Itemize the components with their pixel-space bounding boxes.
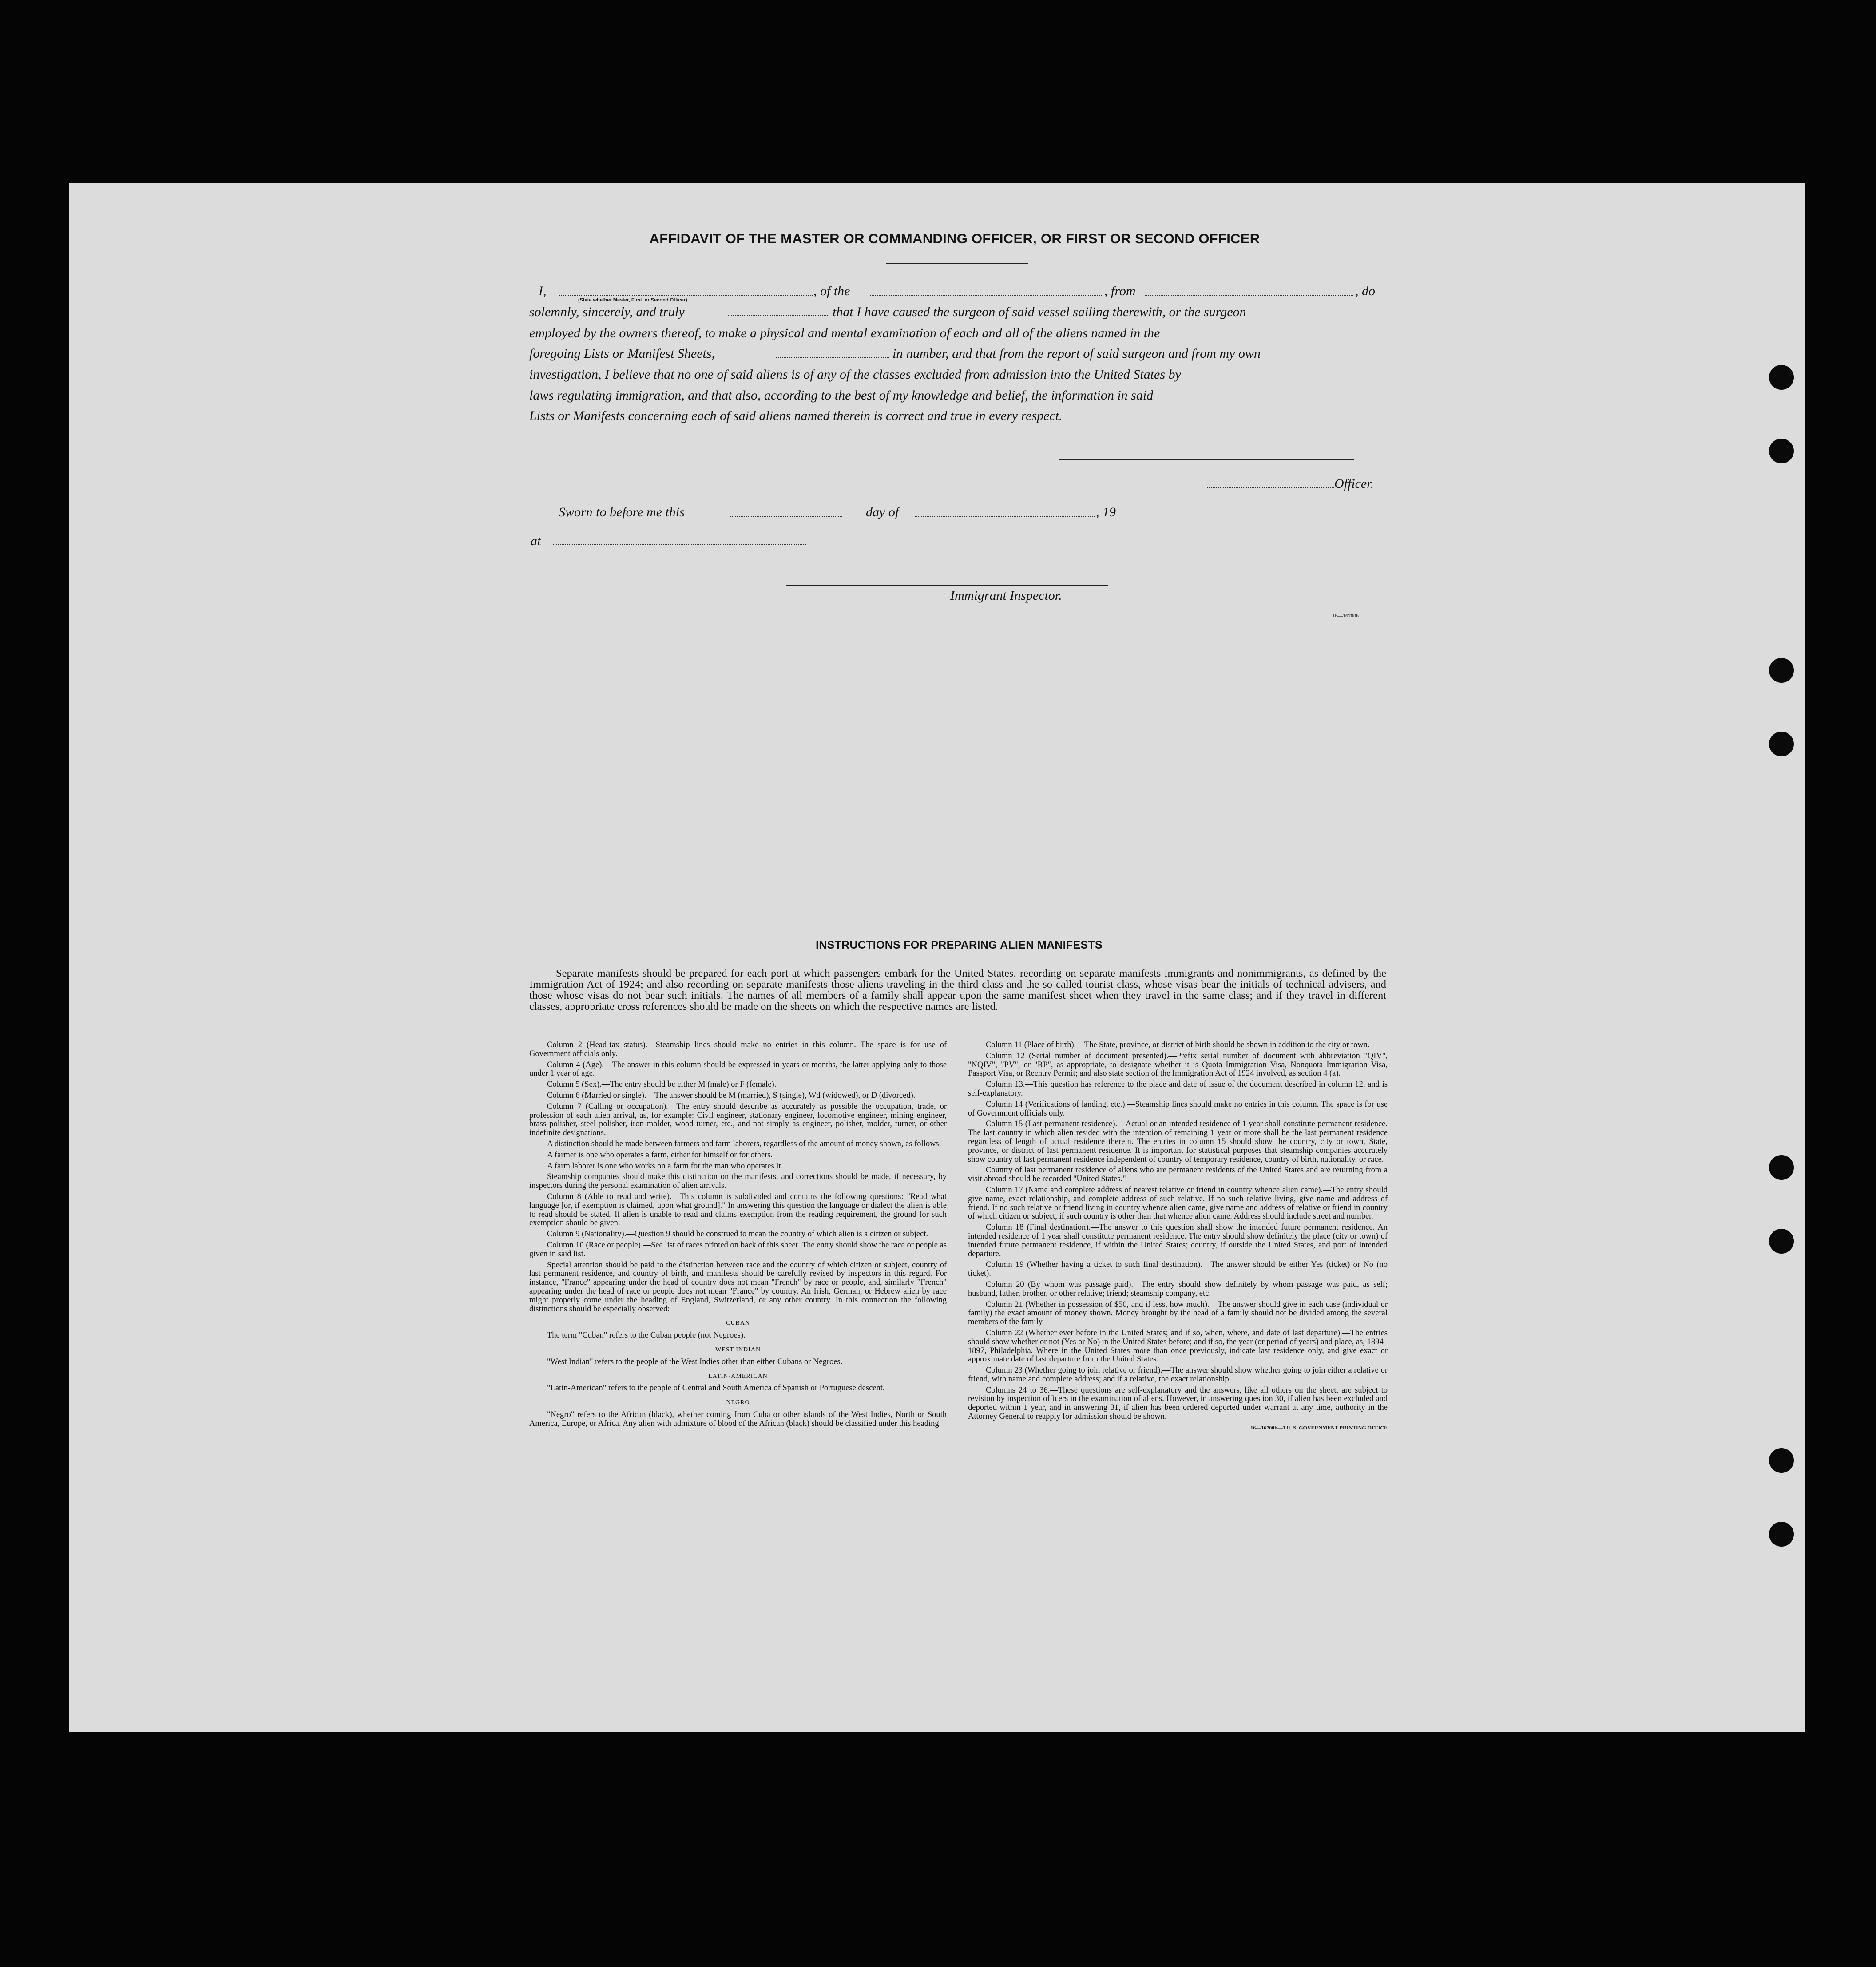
sworn-month-blank <box>915 516 1095 517</box>
affidavit-line-4b: in number, and that from the report of said surgeon and from my own <box>892 346 1261 361</box>
negro-heading: NEGRO <box>726 1399 750 1406</box>
instruction-paragraph: Columns 24 to 36.—These questions are self-explanatory and the answers, like all others on the sheet, are subject to revision by inspection officers in the examination of aliens. However, in answering question 30, if alien has been excluded and deported within 1 year, and in answering 31, if alien has been ordered deported under warrant at any time, authority in the Attorney General to reapply for admission should be shown. <box>968 1385 1388 1421</box>
instruction-paragraph: Column 21 (Whether in possession of $50, and if less, how much).—The answer should give in each case (individual or family) the exact amount of money shown. Money brought by the head of a family should not be divided among the several members of the family. <box>968 1300 1388 1327</box>
sheets-blank <box>776 357 889 358</box>
instruction-paragraph: Column 17 (Name and complete address of nearest relative or friend in country whence alien came).—The entry should give name, exact relationship, and complete address of such relative. If no such relative living, give name and address of friend. If no such relative or friend living in country whence alien came, give name and address of relative or friend in country of which citizen or subject, if such country is other than that whence alien came. Address should include street and number. <box>968 1185 1388 1221</box>
instruction-paragraph: A farmer is one who operates a farm, either for himself or for others. <box>547 1150 773 1160</box>
negro-definition: "Negro" refers to the African (black), whether coming from Cuba or other islands of the West Indies, North or South America, Europe, or Africa. Any alien with admixture of blood of the African (black) should be classified under this heading. <box>529 1410 947 1428</box>
at-place-blank <box>551 544 806 545</box>
instruction-paragraph: A farm laborer is one who works on a farm for the man who operates it. <box>547 1161 783 1171</box>
instruction-paragraph: Column 15 (Last permanent residence).—Actual or an intended residence of 1 year shall constitute permanent residence. The last country in which alien resided with the intention of remaining 1 year or more shall be the last permanent residence regardless of length of actual residence therein. The entries in column 15 should show the country, city or town, State, province, or district of last permanent residence. It is important for statistical purposes that steamship companies accurately show country of last permanent residence independent of country of temporary residence, country of birth, nationality, or race. <box>968 1120 1388 1164</box>
punch-hole <box>1769 1448 1794 1473</box>
at-label: at <box>531 534 541 548</box>
punch-hole <box>1769 1229 1794 1254</box>
sworn-label: Sworn to before me this <box>559 505 685 519</box>
instruction-paragraph: Country of last permanent residence of aliens who are permanent residents of the United States and are returning from a visit abroad should be recorded "United States." <box>968 1166 1388 1184</box>
officer-label: Officer. <box>1334 476 1374 491</box>
punch-hole <box>1769 365 1794 390</box>
west-indian-definition: "West Indian" refers to the people of the West Indies other than either Cubans or Negroes. <box>547 1357 843 1366</box>
instruction-paragraph: Column 4 (Age).—The answer in this column should be expressed in years or months, the latter applying only to those under 1 year of age. <box>529 1060 947 1078</box>
instruction-paragraph: Column 7 (Calling or occupation).—The entry should describe as accurately as possible the occupation, trade, or profession of each alien arrival, as, for example: Civil engineer, stationary engineer, locomotive engineer, mining engineer, brass polisher, steel polisher, iron molder, wood turner, etc., and not simply as engineer, polisher, molder, turner, or other indefinite designations. <box>529 1102 947 1138</box>
officer-name-blank <box>559 295 813 296</box>
affidavit-do: , do <box>1355 284 1375 298</box>
affidavit-of-the: , of the <box>813 284 850 298</box>
latin-american-definition: "Latin-American" refers to the people of Central and South America of Spanish or Portuguese descent. <box>547 1384 885 1393</box>
instruction-paragraph: Special attention should be paid to the distinction between race and the country of which citizen or subject, country of last permanent residence, and country of birth, and manifests should be carefully revised by inspectors in this regard. For instance, "France" appearing under the head of country does not mean "French" by race or people, and, similarly "French" appearing under the head of race or people does not mean "France" by country. An Irish, German, or Hebrew alien by race might properly come under the heading of England, Switzerland, or any other country. In this connection the following distinctions should be especially observed: <box>529 1260 947 1314</box>
signature-line <box>1059 459 1354 460</box>
instruction-paragraph: Column 10 (Race or people).—See list of races printed on back of this sheet. The entry should show the race or people as given in said list. <box>529 1240 947 1259</box>
affidavit-line-2a: solemnly, sincerely, and truly <box>529 305 685 319</box>
day-of-label: day of <box>866 505 899 519</box>
affidavit-line-3: employed by the owners thereof, to make a physical and mental examination of each and all of the aliens named in the <box>529 326 1160 340</box>
affidavit-line-6: laws regulating immigration, and that also, according to the best of my knowledge and belief, the information in said <box>529 388 1154 403</box>
year-label: , 19 <box>1096 505 1116 519</box>
swear-blank <box>728 315 828 316</box>
affidavit-i: I, <box>539 284 547 298</box>
cuban-definition: The term "Cuban" refers to the Cuban people (not Negroes). <box>547 1331 746 1340</box>
instructions-title: INSTRUCTIONS FOR PREPARING ALIEN MANIFESTS <box>816 939 1103 951</box>
vessel-blank <box>870 295 1103 296</box>
instruction-paragraph: Column 13.—This question has reference to the place and date of issue of the document described in column 12, and is self-explanatory. <box>968 1080 1388 1098</box>
sworn-day-blank <box>730 516 842 517</box>
latin-american-heading: LATIN-AMERICAN <box>708 1373 768 1380</box>
officer-title-blank <box>1206 487 1334 488</box>
instruction-paragraph: Column 6 (Married or single).—The answer should be M (married), S (single), Wd (widowed), or D (divorced). <box>547 1091 916 1100</box>
punch-hole <box>1769 658 1794 683</box>
west-indian-heading: WEST INDIAN <box>715 1346 761 1353</box>
affidavit-line-5: investigation, I believe that no one of said aliens is of any of the classes excluded from admission into the United States by <box>529 367 1181 382</box>
instruction-paragraph: Column 2 (Head-tax status).—Steamship lines should make no entries in this column. The space is for use of Government officials only. <box>529 1041 947 1058</box>
form-number: 16—16700b <box>1332 613 1359 619</box>
punch-hole <box>1769 732 1794 756</box>
affidavit-line-4a: foregoing Lists or Manifest Sheets, <box>529 346 715 361</box>
instruction-paragraph: Column 22 (Whether ever before in the United States; and if so, when, where, and date of last departure).—The entries should show whether or not (Yes or No) in the United States before; and if so, the year (or period of years) and place, as, 1894–1897, Philadelphia. Where in the United States more than once previously, indicate last residence only, and give exact or approximate date of last departure from the United States. <box>968 1328 1388 1364</box>
instruction-paragraph: Column 19 (Whether having a ticket to such final destination).—The answer should be either Yes (ticket) or No (no ticket). <box>968 1260 1388 1278</box>
instruction-paragraph: Column 11 (Place of birth).—The State, province, or district of birth should be shown in addition to the city or town. <box>986 1041 1370 1049</box>
instruction-paragraph: Column 9 (Nationality).—Question 9 should be construed to mean the country of which alien is a citizen or subject. <box>547 1230 928 1239</box>
printing-office-footer: 16—16700b—1 U. S. GOVERNMENT PRINTING OFFICE <box>1250 1424 1388 1431</box>
cuban-heading: CUBAN <box>726 1320 750 1327</box>
instruction-paragraph: Column 20 (By whom was passage paid).—The entry should show definitely by whom passage was paid, as self; husband, father, brother, or other relative; friend; steamship company, etc. <box>968 1280 1388 1298</box>
instruction-paragraph: A distinction should be made between farmers and farm laborers, regardless of the amount of money shown, as follows: <box>547 1139 941 1148</box>
punch-hole <box>1769 1522 1794 1547</box>
instructions-intro: Separate manifests should be prepared for each port at which passengers embark for the United States, recording on separate manifests immigrants and nonimmigrants, as defined by the Immigration Act of 1924; and also recording on separate manifests those aliens traveling in the third class and the so-called tourist class, whose visas bear the initials of technical advisers, and those whose visas do not bear such initials. The names of all members of a family shall appear upon the same manifest sheet when they travel in the same class; and if they travel in different classes, appropriate cross references should be made on the sheets on which the respective names are listed. <box>529 967 1386 1013</box>
instruction-paragraph: Column 12 (Serial number of document presented).—Prefix serial number of document with abbreviation "QIV", "NQIV", "PV", or "RP", as appropriate, to designate whether it is Quota Immigration Visa, Nonquota Immigration Visa, Passport Visa, or Reentry Permit; and also state section of the Immigration Act of 1924 involved, as section 4 (a). <box>968 1051 1388 1078</box>
inspector-label: Immigrant Inspector. <box>950 588 1062 603</box>
affidavit-title: AFFIDAVIT OF THE MASTER OR COMMANDING OFFICER, OR FIRST OR SECOND OFFICER <box>649 231 1260 246</box>
state-note: (State whether Master, First, or Second Officer) <box>578 297 687 303</box>
instruction-paragraph: Column 18 (Final destination).—The answer to this question shall show the intended future permanent residence. An intended residence of 1 year shall constitute permanent residence. The entry should show definitely the place (city or town) of intended future permanent residence, if within the United States; country, if outside the United States, and port of intended departure. <box>968 1223 1388 1259</box>
affidavit-line-2b: that I have caused the surgeon of said vessel sailing therewith, or the surgeon <box>833 305 1246 319</box>
instruction-paragraph: Column 8 (Able to read and write).—This column is subdivided and contains the following questions: "Read what language [or, if exemption is claimed, upon what ground]." In answering this question the language or dialect the alien is able to read should be stated. If alien is unable to read and claims exemption from the reading requirement, the ground for such exemption should be given. <box>529 1192 947 1228</box>
instruction-paragraph: Column 14 (Verifications of landing, etc.).—Steamship lines should make no entries in this column. The space is for use of Government officials only. <box>968 1100 1388 1118</box>
affidavit-from: , from <box>1104 284 1136 298</box>
instruction-paragraph: Steamship companies should make this distinction on the manifests, and corrections should be made, if necessary, by inspectors during the personal examination of alien arrivals. <box>529 1172 947 1191</box>
instructions-right-column <box>968 1041 1388 1435</box>
instructions-left-column <box>529 1041 947 1430</box>
instruction-paragraph: Column 5 (Sex).—The entry should be either M (male) or F (female). <box>547 1080 777 1089</box>
punch-hole <box>1769 1155 1794 1180</box>
instruction-paragraph: Column 23 (Whether going to join relative or friend).—The answer should show whether going to join either a relative or friend, with name and complete address; and if a relative, the exact relationship. <box>968 1366 1388 1384</box>
affidavit-line-7: Lists or Manifests concerning each of said aliens named therein is correct and true in every respect. <box>529 408 1063 423</box>
port-blank <box>1145 295 1353 296</box>
punch-hole <box>1769 439 1794 463</box>
title-underline <box>886 263 1028 264</box>
